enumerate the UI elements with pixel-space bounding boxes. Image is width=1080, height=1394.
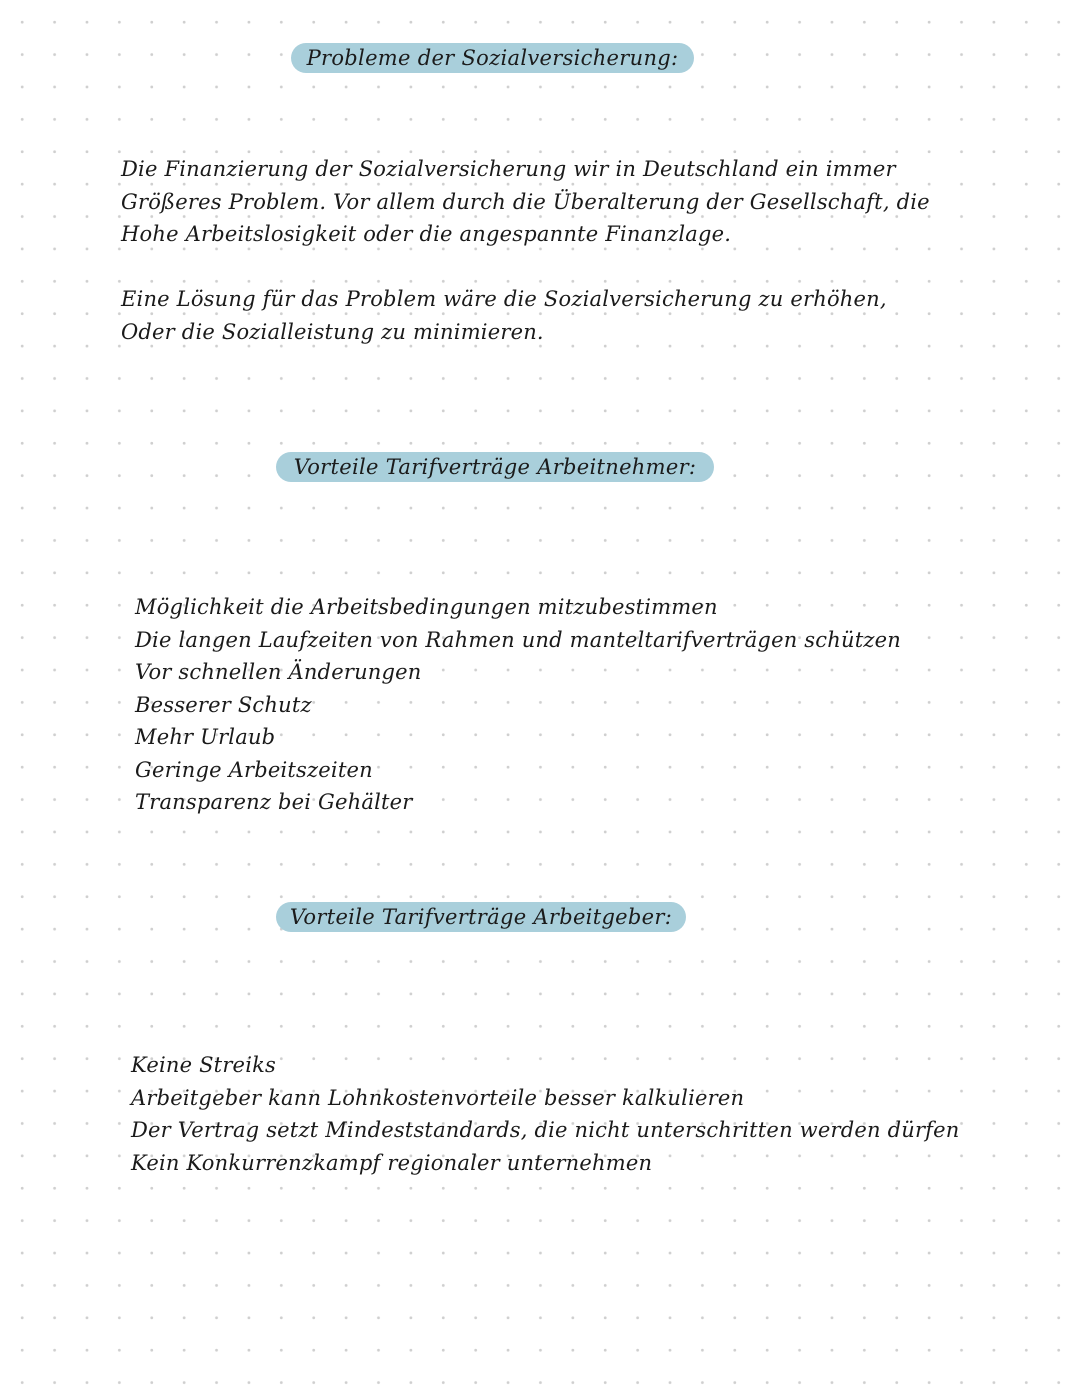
- text-line: Oder die Sozialleistung zu minimieren.: [121, 319, 544, 344]
- list-item: Kein Konkurrenzkampf regionaler unternehmen: [131, 1150, 653, 1175]
- list-item: Der Vertrag setzt Mindeststandards, die nicht unterschritten werden dürfen: [131, 1118, 960, 1142]
- list-vorteile-arbeitnehmer: [135, 591, 901, 819]
- text-line: Die Finanzierung der Sozialversicherung wir in Deutschland ein immer: [121, 157, 896, 181]
- text-line: Hohe Arbeitslosigkeit oder die angespannte Finanzlage.: [121, 222, 732, 246]
- list-item: Transparenz bei Gehälter: [135, 790, 413, 814]
- list-item: Arbeitgeber kann Lohnkostenvorteile besser kalkulieren: [131, 1085, 745, 1110]
- text-line: Eine Lösung für das Problem wäre die Sozialversicherung zu erhöhen,: [121, 287, 887, 311]
- list-item: Mehr Urlaub: [135, 725, 276, 749]
- list-item: Geringe Arbeitszeiten: [135, 757, 373, 782]
- list-item: Die langen Laufzeiten von Rahmen und manteltarifverträgen schützen: [135, 627, 901, 652]
- heading-vorteile-arbeitgeber: Vorteile Tarifverträge Arbeitgeber:: [276, 902, 686, 932]
- heading-sozialversicherung-probleme: Probleme der Sozialversicherung:: [291, 43, 694, 73]
- list-vorteile-arbeitgeber: [131, 1049, 960, 1179]
- paragraph-finanzierung: [121, 153, 930, 251]
- list-item: Vor schnellen Änderungen: [135, 660, 422, 684]
- paragraph-loesung: [121, 283, 887, 348]
- list-item: Keine Streiks: [131, 1053, 277, 1077]
- list-item: Möglichkeit die Arbeitsbedingungen mitzubestimmen: [135, 595, 718, 619]
- text-line: Größeres Problem. Vor allem durch die Überalterung der Gesellschaft, die: [121, 189, 930, 214]
- list-item: Besserer Schutz: [135, 692, 312, 717]
- heading-vorteile-arbeitnehmer: Vorteile Tarifverträge Arbeitnehmer:: [276, 452, 714, 482]
